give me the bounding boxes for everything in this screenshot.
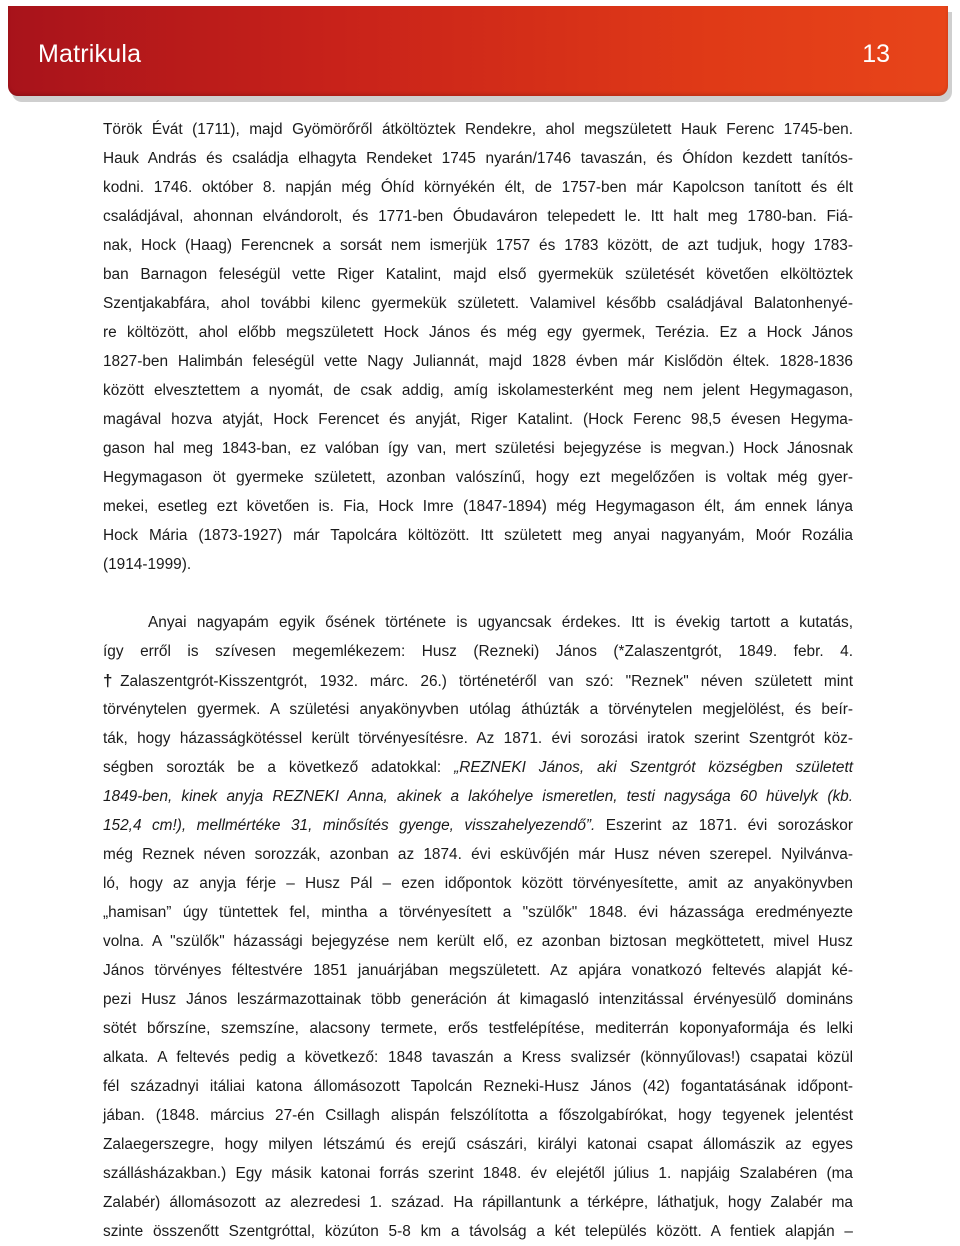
text-line [103,753,853,782]
text-line: családjával, ahonnan elvándorolt, és 1771-ben Óbudaváron telepedett le. Itt halt meg 1780-ban. Fiá- [103,208,853,225]
text-line [103,666,853,695]
text-line: pezi Husz János leszármazottainak több generáción át kimagasló intenzitással érvényesülő domináns [103,991,853,1008]
text-line: nak, Hock (Haag) Ferencnek a sorsát nem ismerjük 1757 és 1783 között, de azt tudjuk, hogy 1783- [103,237,853,254]
text-segment: ségben sorozták be a következő adatokkal: [103,759,455,776]
text-line: fél századnyi itáliai katona állomásozott Tapolcán Rezneki-Husz János (42) fogantatásának időpont- [103,1078,853,1095]
page-number: 13 [862,40,890,68]
text-line: Török Évát (1711), majd Gyömörőről átköltöztek Rendekre, ahol megszületett Hauk Ferenc 1745-ben. [103,121,853,138]
text-line: kodni. 1746. október 8. napján még Óhíd környékén élt, de 1757-ben már Kapolcson tanított és élt [103,179,853,196]
text-line: gason hal meg 1843-ban, ez valóban így van, mert születési bejegyzése is megvan.) Hock Jánosnak [103,440,853,457]
text-line: 1827-ben Halimbán feleségül vette Nagy Juliannát, majd 1828 évben már Kislődön éltek. 1828-1836 [103,353,853,370]
text-line: mekei, esetleg ezt követően is. Fia, Hock Imre (1847-1894) még Hegymagason élt, ám ennek lánya [103,498,853,515]
text-line: Hauk András és családja elhagyta Rendeket 1745 nyarán/1746 tavaszán, és Óhídon kezdett tanítós- [103,150,853,167]
text-segment: Eszerint az 1871. évi sorozáskor [595,817,853,834]
quoted-record: 152,4 cm!), mellmértéke 31, minősítés gyenge, visszahelyezendő”. [103,817,596,834]
text-line: Zalaegerszegre, hogy milyen létszámú és erejű császári, királyi katonai csapat állomászik az egyes [103,1136,853,1153]
text-line: Hegymagason öt gyermeke született, azonban valószínű, hogy ezt megelőzően is voltak még gyer- [103,469,853,486]
text-line: „hamisan” úgy tüntettek fel, mintha a törvényesített a "szülők" 1848. évi házassága eredményezte [103,904,853,921]
text-line: sötét bőrszíne, szemszíne, alacsony termete, erős testfelépítése, mediterrán koponyaformája és lelki [103,1020,853,1037]
header-title: Matrikula [38,40,142,68]
text-line: Szentjakabfára, ahol további kilenc gyermekük született. Valamivel később családjával Balatonhenyé- [103,295,853,312]
text-line: jában. (1848. március 27-én Csillagh alispán felszólította a főszolgabírókat, hogy tegyenek jelentést [103,1107,853,1124]
text-line: törvénytelen gyermek. A születési anyakönyvben utólag áthúzták a törvénytelen megjelölést, és beír- [103,701,853,718]
quoted-record: „REZNEKI János, aki Szentgrót községben született [454,759,853,776]
text-line: még Reznek néven sorozzák, azonban az 1874. évi esküvőjén már Husz néven szerepel. Nyilvánva- [103,846,853,863]
text-line: magával hozva atyját, Hock Ferencet és anyját, Riger Katalint. (Hock Ferenc 98,5 évesen Hegyma- [103,411,853,428]
text-line [103,811,853,840]
text-line: között elvesztettem a nyomát, de csak addig, amíg iskolamesterként meg nem jelent Hegymagason, [103,382,853,399]
text-line: szállásházakban.) Egy másik katonai forrás szerint 1848. év elejétől július 1. napjáig Szalabéren (ma [103,1165,853,1182]
text-line: volna. A "szülők" házassági bejegyzése nem került elő, ez azonban biztosan megköttetett, mivel Husz [103,933,853,950]
quoted-record-line: 1849-ben, kinek anyja REZNEKI Anna, akinek a lakóhelye ismeretlen, testi nagysága 60 hüvelyk (kb. [103,788,853,805]
paragraph-gap [103,579,853,608]
text-line: Hock Mária (1873-1927) már Tapolcára költözött. Itt született meg anyai nagyanyám, Moór Rozália [103,527,853,544]
paragraph-1 [103,115,853,579]
body-text [103,115,853,1246]
text-line: alkata. A feltevés pedig a következő: 1848 tavaszán a Kress svalizsér (könnyűlovas!) csapatai közül [103,1049,853,1066]
text-line: így erről is szívesen megemlékezem: Husz (Rezneki) János (*Zalaszentgrót, 1849. febr. 4. [103,643,853,660]
page-header [8,6,950,100]
text-line: ták, hogy házasságkötéssel került törvényesítésre. Az 1871. évi sorozási iratok szerint Szentgrót köz- [103,730,853,747]
text-line: Anyai nagyapám egyik ősének története is ugyancsak érdekes. Itt is évekig tartott a kutatás, [148,614,853,631]
text-segment: Zalaszentgrót-Kisszentgrót, 1932. márc. 26.) történetéről van szó: "Reznek" néven született mint [120,673,853,690]
text-line: János törvényes féltestvére 1851 januárjában megszületett. Az apjára vonatkozó feltevés alapját ké- [103,962,853,979]
text-line: (1914-1999). [103,556,192,573]
text-line: ló, hogy az anyja férje – Husz Pál – ezen időpontok között törvényesítette, amit az anyakönyvben [103,875,853,892]
paragraph-2 [103,608,853,1246]
text-line: ban Barnagon feleségül vette Riger Katalint, majd első gyermekük születését követően elköltöztek [103,266,853,283]
text-line: Zalabér) állomásozott az alezredesi 1. század. Ha rápillantunk a térképre, láthatjuk, hogy Zalabér ma [103,1194,853,1211]
text-line: szinte összenőtt Szentgróttal, közúton 5-8 km a távolság a két település között. A fentiek alapján – [103,1223,853,1240]
text-line: re költözött, ahol előbb megszületett Hock János és még egy gyermek, Terézia. Ez a Hock János [103,324,853,341]
header-bar [8,6,948,96]
dagger-symbol: † [103,671,121,690]
